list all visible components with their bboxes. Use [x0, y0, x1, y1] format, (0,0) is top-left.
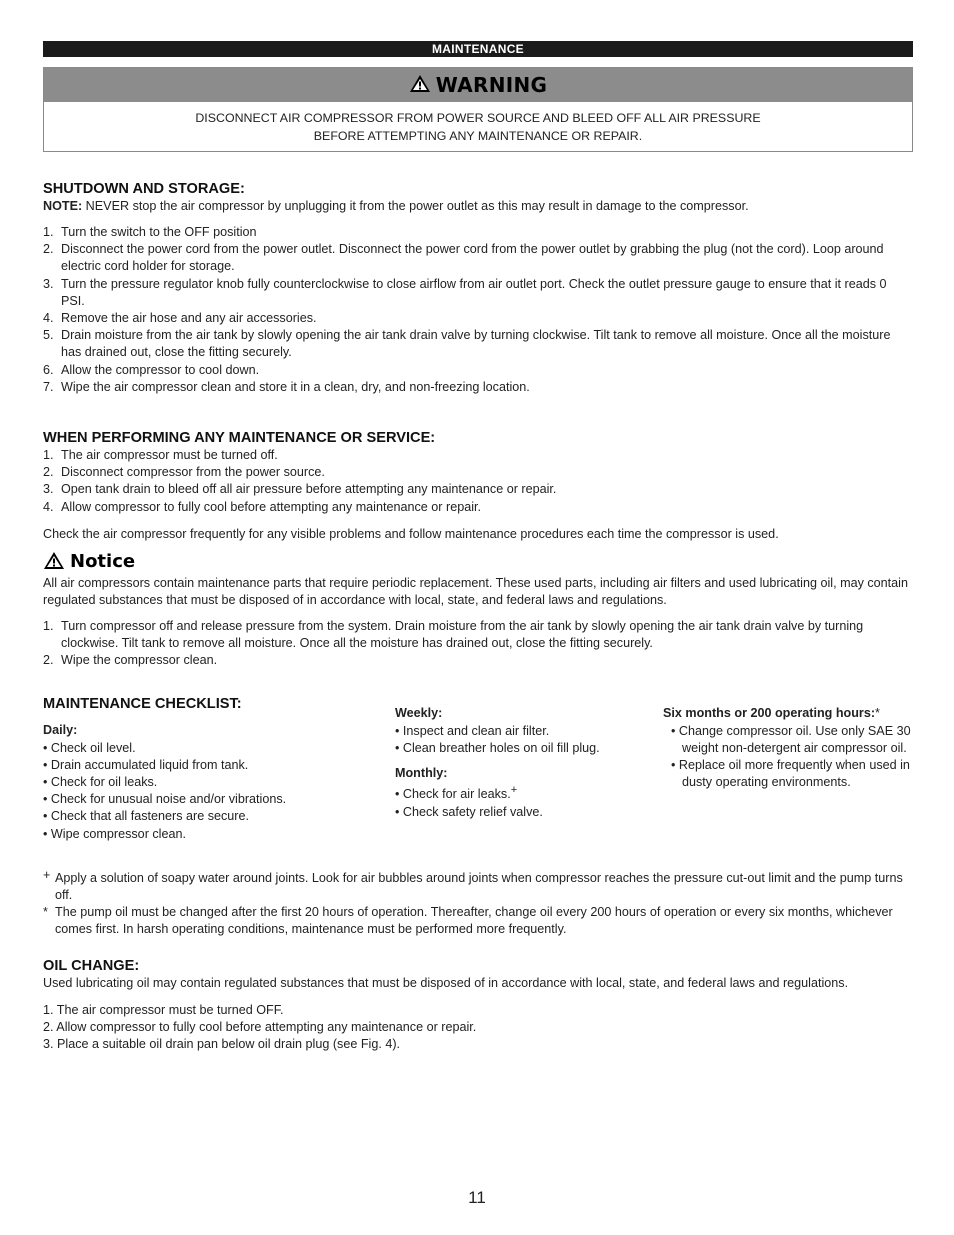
list-item: • Check for unusual noise and/or vibrations.	[43, 792, 287, 807]
checklist-col-six-months	[663, 695, 913, 842]
warning-header	[44, 68, 912, 102]
footnote: + Apply a solution of soapy water around joints. Look for air bubbles around joints when compressor reaches the pressure cut-out limit and the pump turns off.	[43, 867, 903, 903]
list-item: 1. Turn the switch to the OFF position	[43, 225, 257, 239]
page-number: 11	[468, 1188, 486, 1207]
warning-box	[43, 67, 913, 152]
warning-line: BEFORE ATTEMPTING ANY MAINTENANCE OR REPAIR.	[313, 129, 643, 143]
footnotes	[43, 867, 913, 939]
list-item: • Clean breather holes on oil fill plug.	[395, 740, 600, 755]
service-steps	[43, 447, 913, 516]
warning-title: WARNING	[435, 73, 548, 97]
list-item: • Check for oil leaks.	[43, 775, 158, 790]
note-label: NOTE:	[43, 199, 83, 213]
list-item: 3. Turn the pressure regulator knob fully counterclockwise to close airflow from air outlet port. Check the outlet pressure gauge to ensure that it reads 0 PSI.	[43, 276, 887, 308]
list-item: 1. The air compressor must be turned off.	[43, 448, 278, 463]
note-text: NEVER stop the air compressor by unplugging it from the power outlet as this may result in damage to the compressor.	[82, 199, 749, 213]
list-item: 1. The air compressor must be turned OFF.	[43, 1002, 284, 1017]
service-heading: WHEN PERFORMING ANY MAINTENANCE OR SERVICE:	[43, 430, 436, 447]
page-content	[43, 41, 913, 1053]
list-item: 6. Allow the compressor to cool down.	[43, 362, 260, 377]
notice-triangle-icon	[43, 551, 65, 573]
warning-message	[44, 102, 912, 151]
list-item: 4. Allow compressor to fully cool before attempting any maintenance or repair.	[43, 499, 482, 514]
checklist-col-weekly	[395, 695, 663, 842]
list-item: 4. Remove the air hose and any air accessories.	[43, 311, 317, 326]
notice-title: Notice	[70, 551, 136, 573]
list-item: 3. Open tank drain to bleed off all air pressure before attempting any maintenance or repair.	[43, 482, 557, 497]
list-item: • Check that all fasteners are secure.	[43, 809, 250, 824]
shutdown-note	[43, 198, 913, 215]
shutdown-heading: SHUTDOWN AND STORAGE:	[43, 181, 245, 197]
oil-change-heading: OIL CHANGE:	[43, 957, 140, 974]
weekly-label: Weekly:	[395, 706, 443, 721]
list-item: • Change compressor oil. Use only SAE 30 weight non-detergent air compressor oil.	[671, 723, 911, 755]
list-item: 2. Disconnect the power cord from the power outlet. Disconnect the power cord from the power outlet by grabbing the plug (not the cord). Loop around electric cord holder for storage.	[43, 242, 884, 274]
list-item: 3. Place a suitable oil drain pan below oil drain plug (see Fig. 4).	[43, 1037, 401, 1052]
list-item: 7. Wipe the air compressor clean and store it in a clean, dry, and non-freezing location.	[43, 379, 530, 394]
list-item: 2. Wipe the compressor clean.	[43, 653, 218, 668]
check-text: Check the air compressor frequently for any visible problems and follow maintenance procedures each time the compressor is used.	[43, 526, 779, 541]
warning-line: DISCONNECT AIR COMPRESSOR FROM POWER SOURCE AND BLEED OFF ALL AIR PRESSURE	[195, 111, 761, 125]
six-months-label: Six months or 200 operating hours:*	[663, 706, 880, 721]
list-item: 1. Turn compressor off and release pressure from the system. Drain moisture from the air tank by slowly opening the air tank drain valve by turning clockwise. Tilt tank to remove all moisture. Once all the moisture has drained out, close the fitting securely.	[43, 618, 864, 651]
notice-text: All air compressors contain maintenance parts that require periodic replacement. These used parts, including air filters and used lubricating oil, may contain regulated substances that must be disposed of in accordance with local, state, and federal laws and regulations.	[43, 575, 908, 607]
list-item: • Drain accumulated liquid from tank.	[43, 757, 249, 772]
footnote: * The pump oil must be changed after the first 20 hours of operation. Thereafter, change oil every 200 hours of operation or every six months, whichever comes first. In harsh operating conditions, maintenance must be performed more frequently.	[43, 905, 893, 937]
list-item: • Inspect and clean air filter.	[395, 723, 550, 738]
oil-change-text: Used lubricating oil may contain regulated substances that must be disposed of in accordance with local, state, and federal laws and regulations.	[43, 975, 849, 990]
checklist-heading: MAINTENANCE CHECKLIST:	[43, 696, 242, 713]
list-item: • Check safety relief valve.	[395, 804, 543, 819]
shutdown-steps	[43, 224, 913, 396]
section-header-bar: MAINTENANCE	[43, 41, 913, 57]
list-item: 2. Allow compressor to fully cool before attempting any maintenance or repair.	[43, 1019, 477, 1034]
warning-triangle-icon	[409, 74, 431, 96]
list-item: • Check for air leaks.+	[395, 784, 518, 802]
list-item: 2. Disconnect compressor from the power source.	[43, 465, 325, 480]
notice-header	[43, 551, 913, 573]
list-item: • Wipe compressor clean.	[43, 826, 186, 841]
notice-steps	[43, 618, 913, 670]
list-item: • Replace oil more frequently when used in dusty operating environments.	[671, 758, 910, 790]
monthly-label: Monthly:	[395, 766, 448, 781]
oil-change-steps	[43, 1002, 913, 1054]
daily-label: Daily:	[43, 723, 78, 738]
checklist-col-daily	[43, 695, 395, 842]
list-item: 5. Drain moisture from the air tank by slowly opening the air tank drain valve by turning clockwise. Tilt tank to remove all moisture. Once all the moisture has drained out, close the fitting securely.	[43, 328, 891, 360]
list-item: • Check oil level.	[43, 740, 136, 755]
maintenance-checklist	[43, 695, 913, 842]
